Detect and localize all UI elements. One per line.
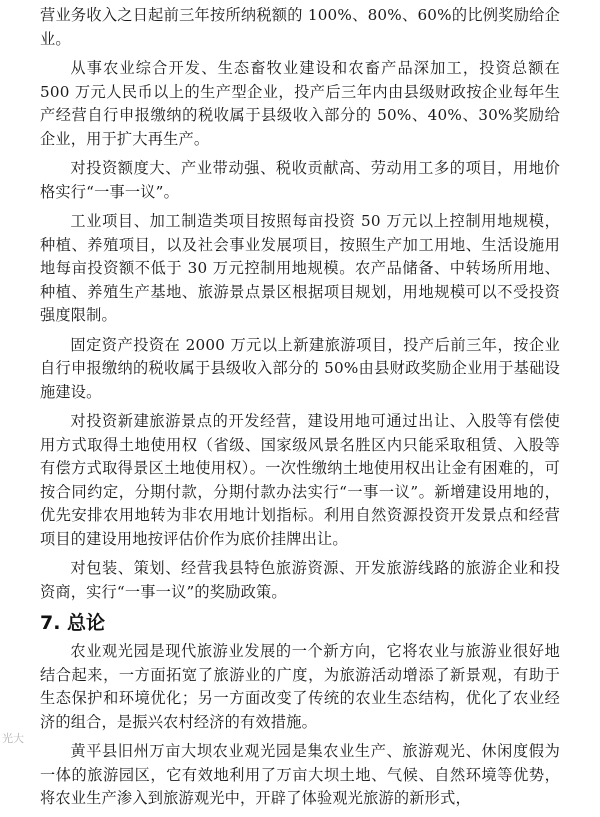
paragraph-7: 对包装、策划、经营我县特色旅游资源、开发旅游线路的旅游企业和投资商，实行“一事一议”的奖励政策。 <box>40 559 560 601</box>
paragraph-1: 营业务收入之日起前三年按所纳税额的 100%、80%、60%的比例奖励给企业。 <box>40 6 560 48</box>
paragraph-3: 对投资额度大、产业带动强、税收贡献高、劳动用工多的项目，用地价格实行“一事一议”。 <box>40 159 560 201</box>
paragraph-5: 固定资产投资在 2000 万元以上新建旅游项目，投产后前三年，按企业自行申报缴纳的税收属于县级收入部分的 50%由县财政奖励企业用于基础设施建设。 <box>40 335 560 401</box>
paragraph-6: 对投资新建旅游景点的开发经营，建设用地可通过出让、入股等有偿使用方式取得土地使用权（省级、国家级风景名胜区内只能采取租赁、入股等有偿方式取得景区土地使用权）。一次性缴纳土地使用权出让金有困难的，可按合同约定，分期付款，分期付款办法实行“一事一议”。新增建设用地的，优先安排农用地转为非农用地计划指标。利用自然资源投资开发景点和经营项目的建设用地按评估价作为底价挂牌出让。 <box>40 412 560 548</box>
paragraph-4: 工业项目、加工制造类项目按照每亩投资 50 万元以上控制用地规模，种植、养殖项目，以及社会事业发展项目，按照生产加工用地、生活设施用地每亩投资额不低于 30 万元控制用地规模。农产品储备、中转场所用地、种植、养殖生产基地、旅游景点景区根据项目规划，用地规模可以不受投资强度限制。 <box>40 212 560 324</box>
section-paragraph-1: 农业观光园是现代旅游业发展的一个新方向，它将农业与旅游业很好地结合起来，一方面拓宽了旅游业的广度，为旅游活动增添了新景观，有助于生态保护和环境优化；另一方面改变了传统的农业生态结构，优化了农业经济的组合，是振兴农村经济的有效措施。 <box>40 642 560 731</box>
paragraph-2: 从事农业综合开发、生态畜牧业建设和农畜产品深加工，投资总额在 500 万元人民币以上的生产型企业，投产后三年内由县级财政按企业每年生产经营自行申报缴纳的税收属于县级收入部分的 50%、40%、30%奖励给企业，用于扩大再生产。 <box>40 59 560 148</box>
section-paragraph-2: 黄平县旧州万亩大坝农业观光园是集农业生产、旅游观光、休闲度假为一体的旅游园区，它有效地利用了万亩大坝土地、气候、自然环境等优势，将农业生产渗入到旅游观光中，开辟了体验观光旅游的新形式， <box>40 742 560 807</box>
document-page <box>40 4 560 817</box>
watermark: 光大 <box>2 732 24 745</box>
section-heading: 7. 总论 <box>40 612 106 634</box>
